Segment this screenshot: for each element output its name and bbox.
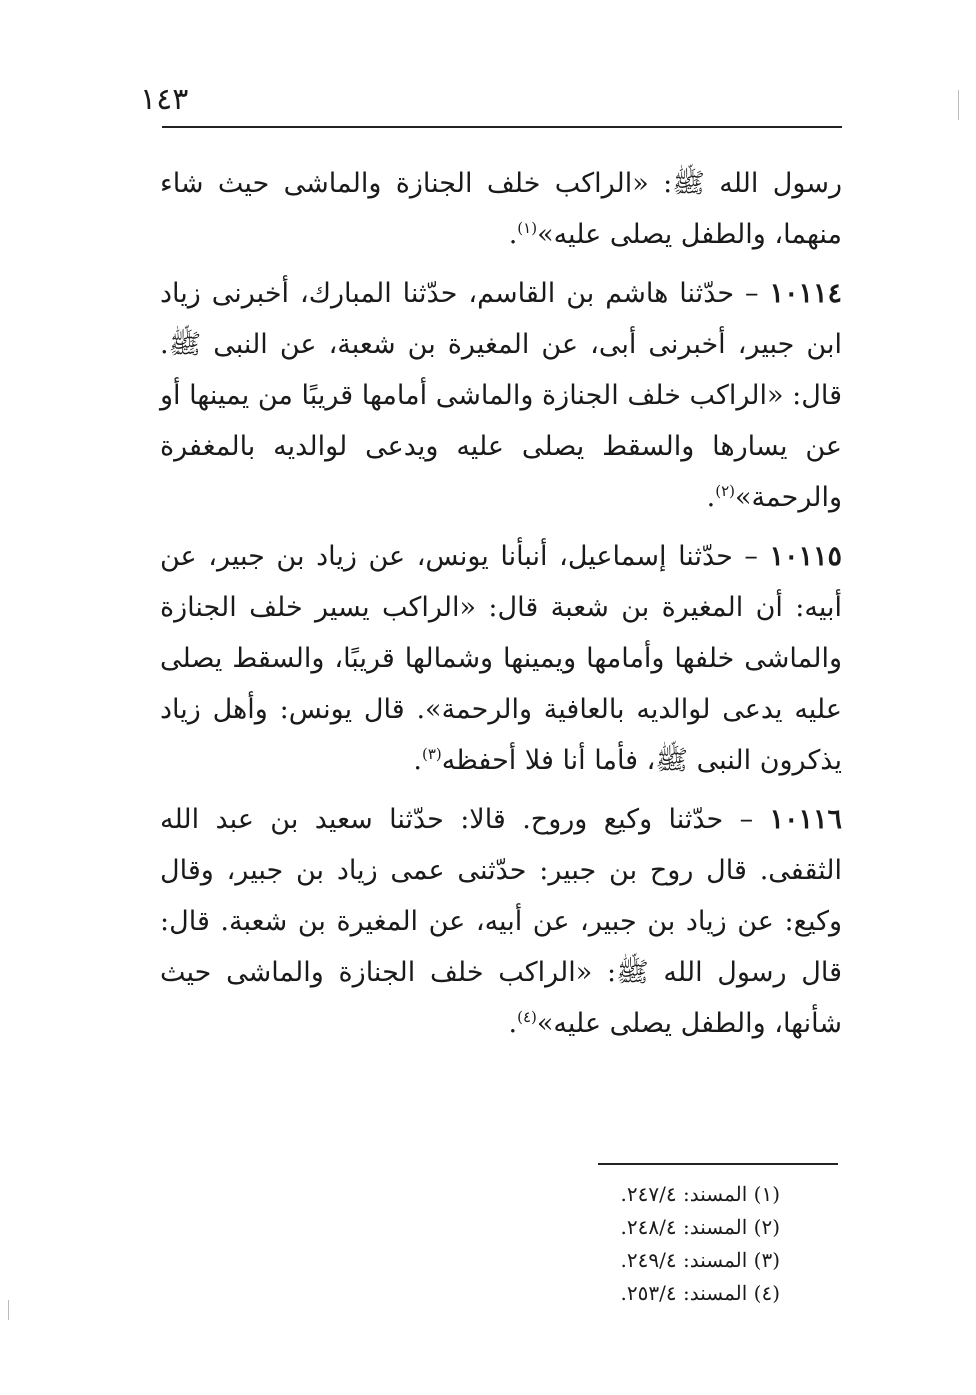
hadith-number: ١٠١١٥ [769, 541, 842, 572]
paragraph [160, 158, 842, 260]
footnote-ref: (١) [517, 219, 538, 237]
footnotes [520, 1178, 780, 1310]
paragraph [160, 531, 842, 786]
footnote-rule [598, 1163, 838, 1165]
paragraph-end: . [508, 219, 518, 250]
paragraph-text: – حدّثنا وكيع وروح. قالا: حدّثنا سعيد بن عبد الله الثقفى. قال روح بن جبير: حدّثنى عمى زياد بن جبير، وقال وكيع: عن زياد بن جبير، عن أبيه، عن المغيرة بن شعبة. قال: قال رسول الله ﷺ: «الراكب خلف الجنازة والماشى حيث شأنها، والطفل يصلى عليه» [160, 804, 842, 1039]
paragraph [160, 794, 842, 1049]
paragraph-end: . [413, 745, 422, 776]
paragraph-end: . [706, 482, 716, 513]
paragraph [160, 268, 842, 523]
footnote: (٤) المسند: ٢٥٣/٤. [620, 1281, 780, 1305]
footnote-ref: (٤) [517, 1008, 537, 1026]
paragraph-text: – حدّثنا إسماعيل، أنبأنا يونس، عن زياد بن جبير، عن أبيه: أن المغيرة بن شعبة قال: «الراكب يسير خلف الجنازة والماشى خلفها وأمامها ويمينها وشمالها قريبًا، والسقط يصلى عليه يدعى لوالديه بالعافية والرحمة». قال يونس: وأهل زياد يذكرون النبى ﷺ، فأما أنا فلا أحفظه [160, 541, 842, 776]
page-number: ١٤٣ [140, 82, 189, 117]
hadith-number: ١٠١١٦ [769, 804, 842, 835]
paragraph-end: . [508, 1008, 518, 1039]
paragraph-text: – حدّثنا هاشم بن القاسم، حدّثنا المبارك، أخبرنى زياد ابن جبير، أخبرنى أبى، عن المغيرة بن شعبة، عن النبى ﷺ. قال: «الراكب خلف الجنازة والماشى أمامها قريبًا من يمينها أو عن يسارها والسقط يصلى عليه ويدعى لوالديه بالمغفرة والرحمة» [160, 278, 842, 513]
hadith-number: ١٠١١٤ [769, 278, 842, 309]
footnote: (٢) المسند: ٢٤٨/٤. [620, 1215, 780, 1239]
scan-margin-mark [8, 1300, 9, 1320]
footnote-ref: (٢) [715, 482, 736, 500]
paragraph-text: رسول الله ﷺ: «الراكب خلف الجنازة والماشى حيث شاء منهما، والطفل يصلى عليه» [160, 168, 842, 250]
footnote: (١) المسند: ٢٤٧/٤. [620, 1182, 780, 1206]
body-text [160, 158, 842, 1057]
scan-margin-mark [958, 90, 959, 120]
footnote-ref: (٣) [422, 745, 442, 763]
header-rule [162, 126, 842, 128]
footnote: (٣) المسند: ٢٤٩/٤. [620, 1248, 780, 1272]
